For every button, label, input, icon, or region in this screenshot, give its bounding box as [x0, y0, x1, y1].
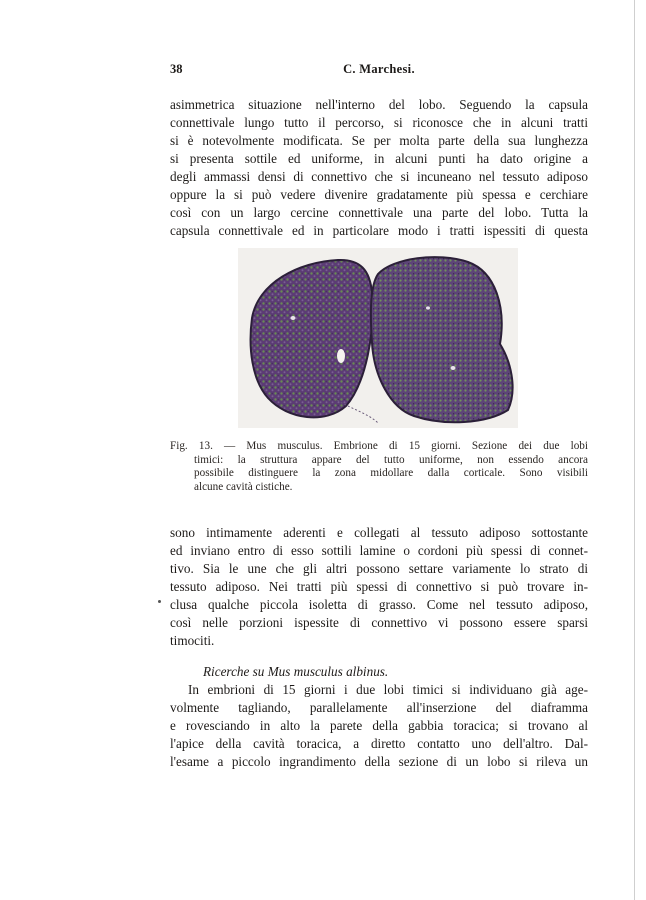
page-number: 38 — [170, 62, 183, 76]
paragraph-1 — [170, 96, 588, 240]
text-line: oppure la si può vedere divenire gradatamente più spessa e cerchiare — [170, 187, 588, 202]
caption-line: possibile distinguere la zona midollare dalla corticale. Sono visibili — [194, 467, 588, 479]
text-line: volmente tagliando, parallelamente all'inserzione del diaframma — [170, 700, 588, 715]
text-line: clusa qualche piccola isoletta di grasso. Come nel tessuto adiposo, — [170, 597, 588, 612]
text-line: timociti. — [170, 633, 215, 648]
text-line: In embrioni di 15 giorni i due lobi timici si individuano già age- — [188, 682, 588, 697]
text-line: tessuto adiposo. Nei tratti più spessi di connettivo si può trovare in- — [170, 579, 588, 594]
text-line: si è notevolmente modificata. Se per molta parte della sua lunghezza — [170, 133, 588, 148]
text-line: asimmetrica situazione nell'interno del lobo. Seguendo la capsula — [170, 97, 588, 112]
text-line: capsula connettivale ed in particolare modo i tratti ispessiti di questa — [170, 223, 588, 238]
caption-line: timici: la struttura appare del tutto uniforme, non essendo ancora — [194, 453, 588, 466]
paragraph-2 — [170, 524, 588, 650]
figure-caption — [170, 440, 588, 494]
running-title: C. Marchesi. — [343, 62, 415, 76]
text-line: degli ammassi densi di connettivo che si incuneano nel tessuto adiposo — [170, 169, 588, 184]
text-line: l'esame a piccolo ingrandimento della sezione di un lobo si rileva un — [170, 754, 588, 769]
running-header — [170, 62, 588, 78]
page-edge — [634, 0, 635, 900]
text-line: ed inviano entro di esso sottili lamine o cordoni più spessi di connet- — [170, 543, 588, 558]
text-line: tivo. Sia le une che gli altri possono settare variamente lo strato di — [170, 561, 588, 576]
caption-line: alcune cavità cistiche. — [194, 480, 293, 493]
specks — [158, 600, 161, 603]
text-line: l'apice della cavità toracica, a diretto contatto uno dell'altro. Dal- — [170, 736, 588, 751]
thymus-micrograph — [238, 248, 518, 428]
text-line: così nelle porzioni ispessite di connettivo vi possono essere sparsi — [170, 615, 588, 630]
text-line: sono intimamente aderenti e collegati al tessuto adiposo sottostante — [170, 525, 588, 540]
section-subheading: Ricerche su Mus musculus albinus. — [203, 664, 389, 679]
micrograph-image — [238, 248, 518, 428]
text-line: e rovesciando in alto la parete della gabbia toracica; si trovano al — [170, 718, 588, 733]
paragraph-3 — [170, 681, 588, 771]
text-line: connettivale lungo tutto il percorso, si riconosce che in alcuni tratti — [170, 115, 588, 130]
text-line: si presenta sottile ed uniforme, in alcuni punti ha dato origine a — [170, 151, 588, 166]
text-line: così con un largo cercine connettivale una parte del lobo. Tutta la — [170, 205, 588, 220]
caption-line: Fig. 13. — Mus musculus. Embrione di 15 giorni. Sezione dei due lobi — [170, 440, 588, 452]
